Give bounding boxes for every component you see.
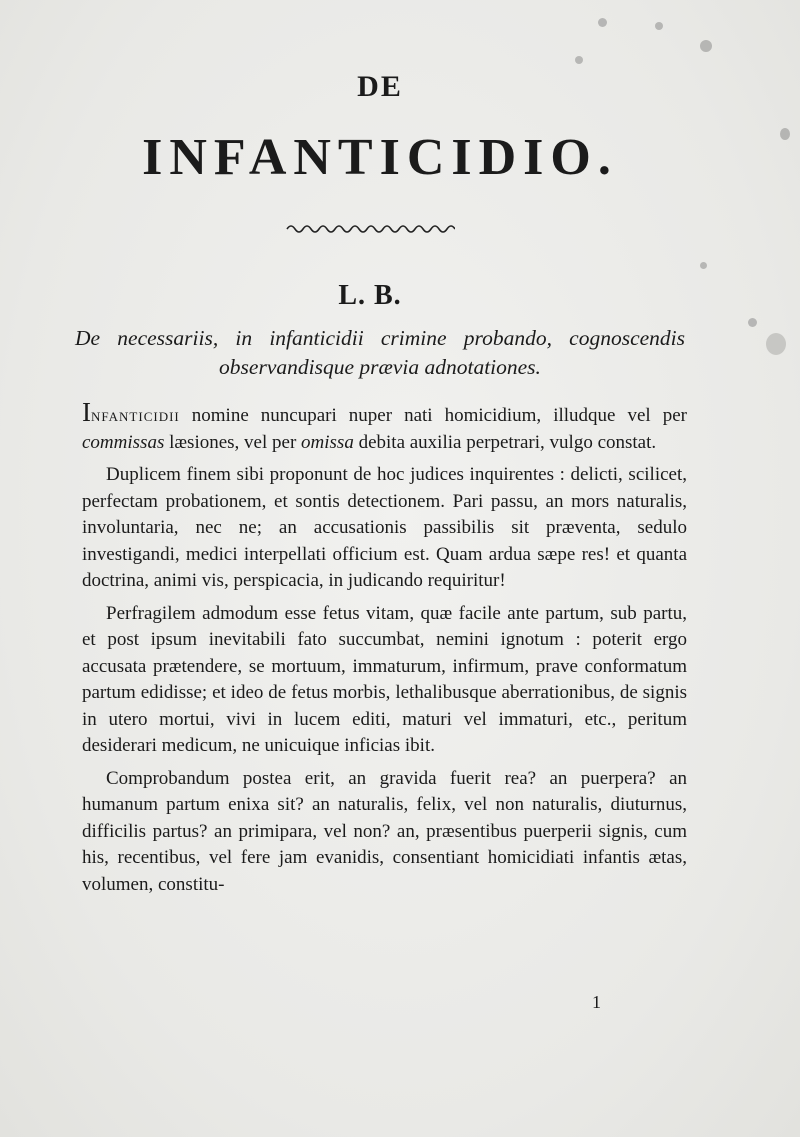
foxing-spot bbox=[655, 22, 663, 30]
foxing-spot bbox=[700, 262, 707, 269]
paragraph-3: Perfragilem admodum esse fetus vitam, quæ facile ante partum, sub partu, et post ipsum inevitabili fato succumbat, nemini ignotum : poterit ergo accusata prætendere, se mortuum, immaturum, infirmum, prave conformatum partum edidisse; et ideo de fetus morbis, lethalibusque aberrationibus, de signis in utero mortui, vivi in lucem editi, maturi vel immaturi, etc., peritum desiderari medicum, ne unicuique inficias ibit. bbox=[82, 602, 687, 756]
title-prefix: DE bbox=[357, 70, 403, 103]
foxing-spot bbox=[766, 333, 786, 355]
section-subtitle: De necessariis, in infanticidii crimine probando, cognoscendis observandisque prævia adnotationes. bbox=[75, 326, 685, 379]
signature-mark: 1 bbox=[592, 992, 601, 1012]
foxing-spot bbox=[748, 318, 757, 327]
italic-term-commissas: commissas bbox=[82, 431, 165, 453]
paragraph-2: Duplicem finem sibi proponunt de hoc judices inquirentes : delicti, scilicet, perfectam probationem, et sontis detectionem. Pari passu, an mors naturalis, involuntaria, nec ne; an accusationis passibilis sit præventa, sedulo investigandi, medici interpellati officium est. Quam ardua sæpe res! et quanta doctrina, animi vis, perspicacia, in judicando requiritur! bbox=[82, 464, 687, 591]
foxing-spot bbox=[575, 56, 583, 64]
page-title: INFANTICIDIO. bbox=[142, 129, 618, 186]
wavy-rule-ornament bbox=[285, 222, 455, 236]
paragraph-1-text-c: debita auxilia perpetrari, vulgo constat. bbox=[353, 431, 657, 453]
section-number: L. B. bbox=[338, 280, 402, 311]
paragraph-1 bbox=[82, 397, 687, 456]
paragraph-1-text-b: læsiones, vel per bbox=[164, 431, 302, 453]
drop-cap: I bbox=[82, 397, 91, 427]
body-text bbox=[82, 397, 687, 904]
paragraph-1-text-a: nomine nuncupari nuper nati homicidium, illudque vel per bbox=[179, 405, 687, 426]
foxing-spot bbox=[700, 40, 712, 52]
foxing-spot bbox=[780, 128, 790, 140]
foxing-spot bbox=[598, 18, 607, 27]
small-caps-word: nfanticidii bbox=[91, 405, 180, 426]
italic-term-omissa: omissa bbox=[301, 431, 354, 453]
paragraph-4: Comprobandum postea erit, an gravida fuerit rea? an puerpera? an humanum partum enixa sit? an naturalis, felix, vel non naturalis, diuturnus, difficilis partus? an primipara, vel non? an, præsentibus puerperii signis, cum his, recentibus, vel fere jam evanidis, consentiant homicidiati infantis ætas, volumen, constitu- bbox=[82, 767, 687, 895]
